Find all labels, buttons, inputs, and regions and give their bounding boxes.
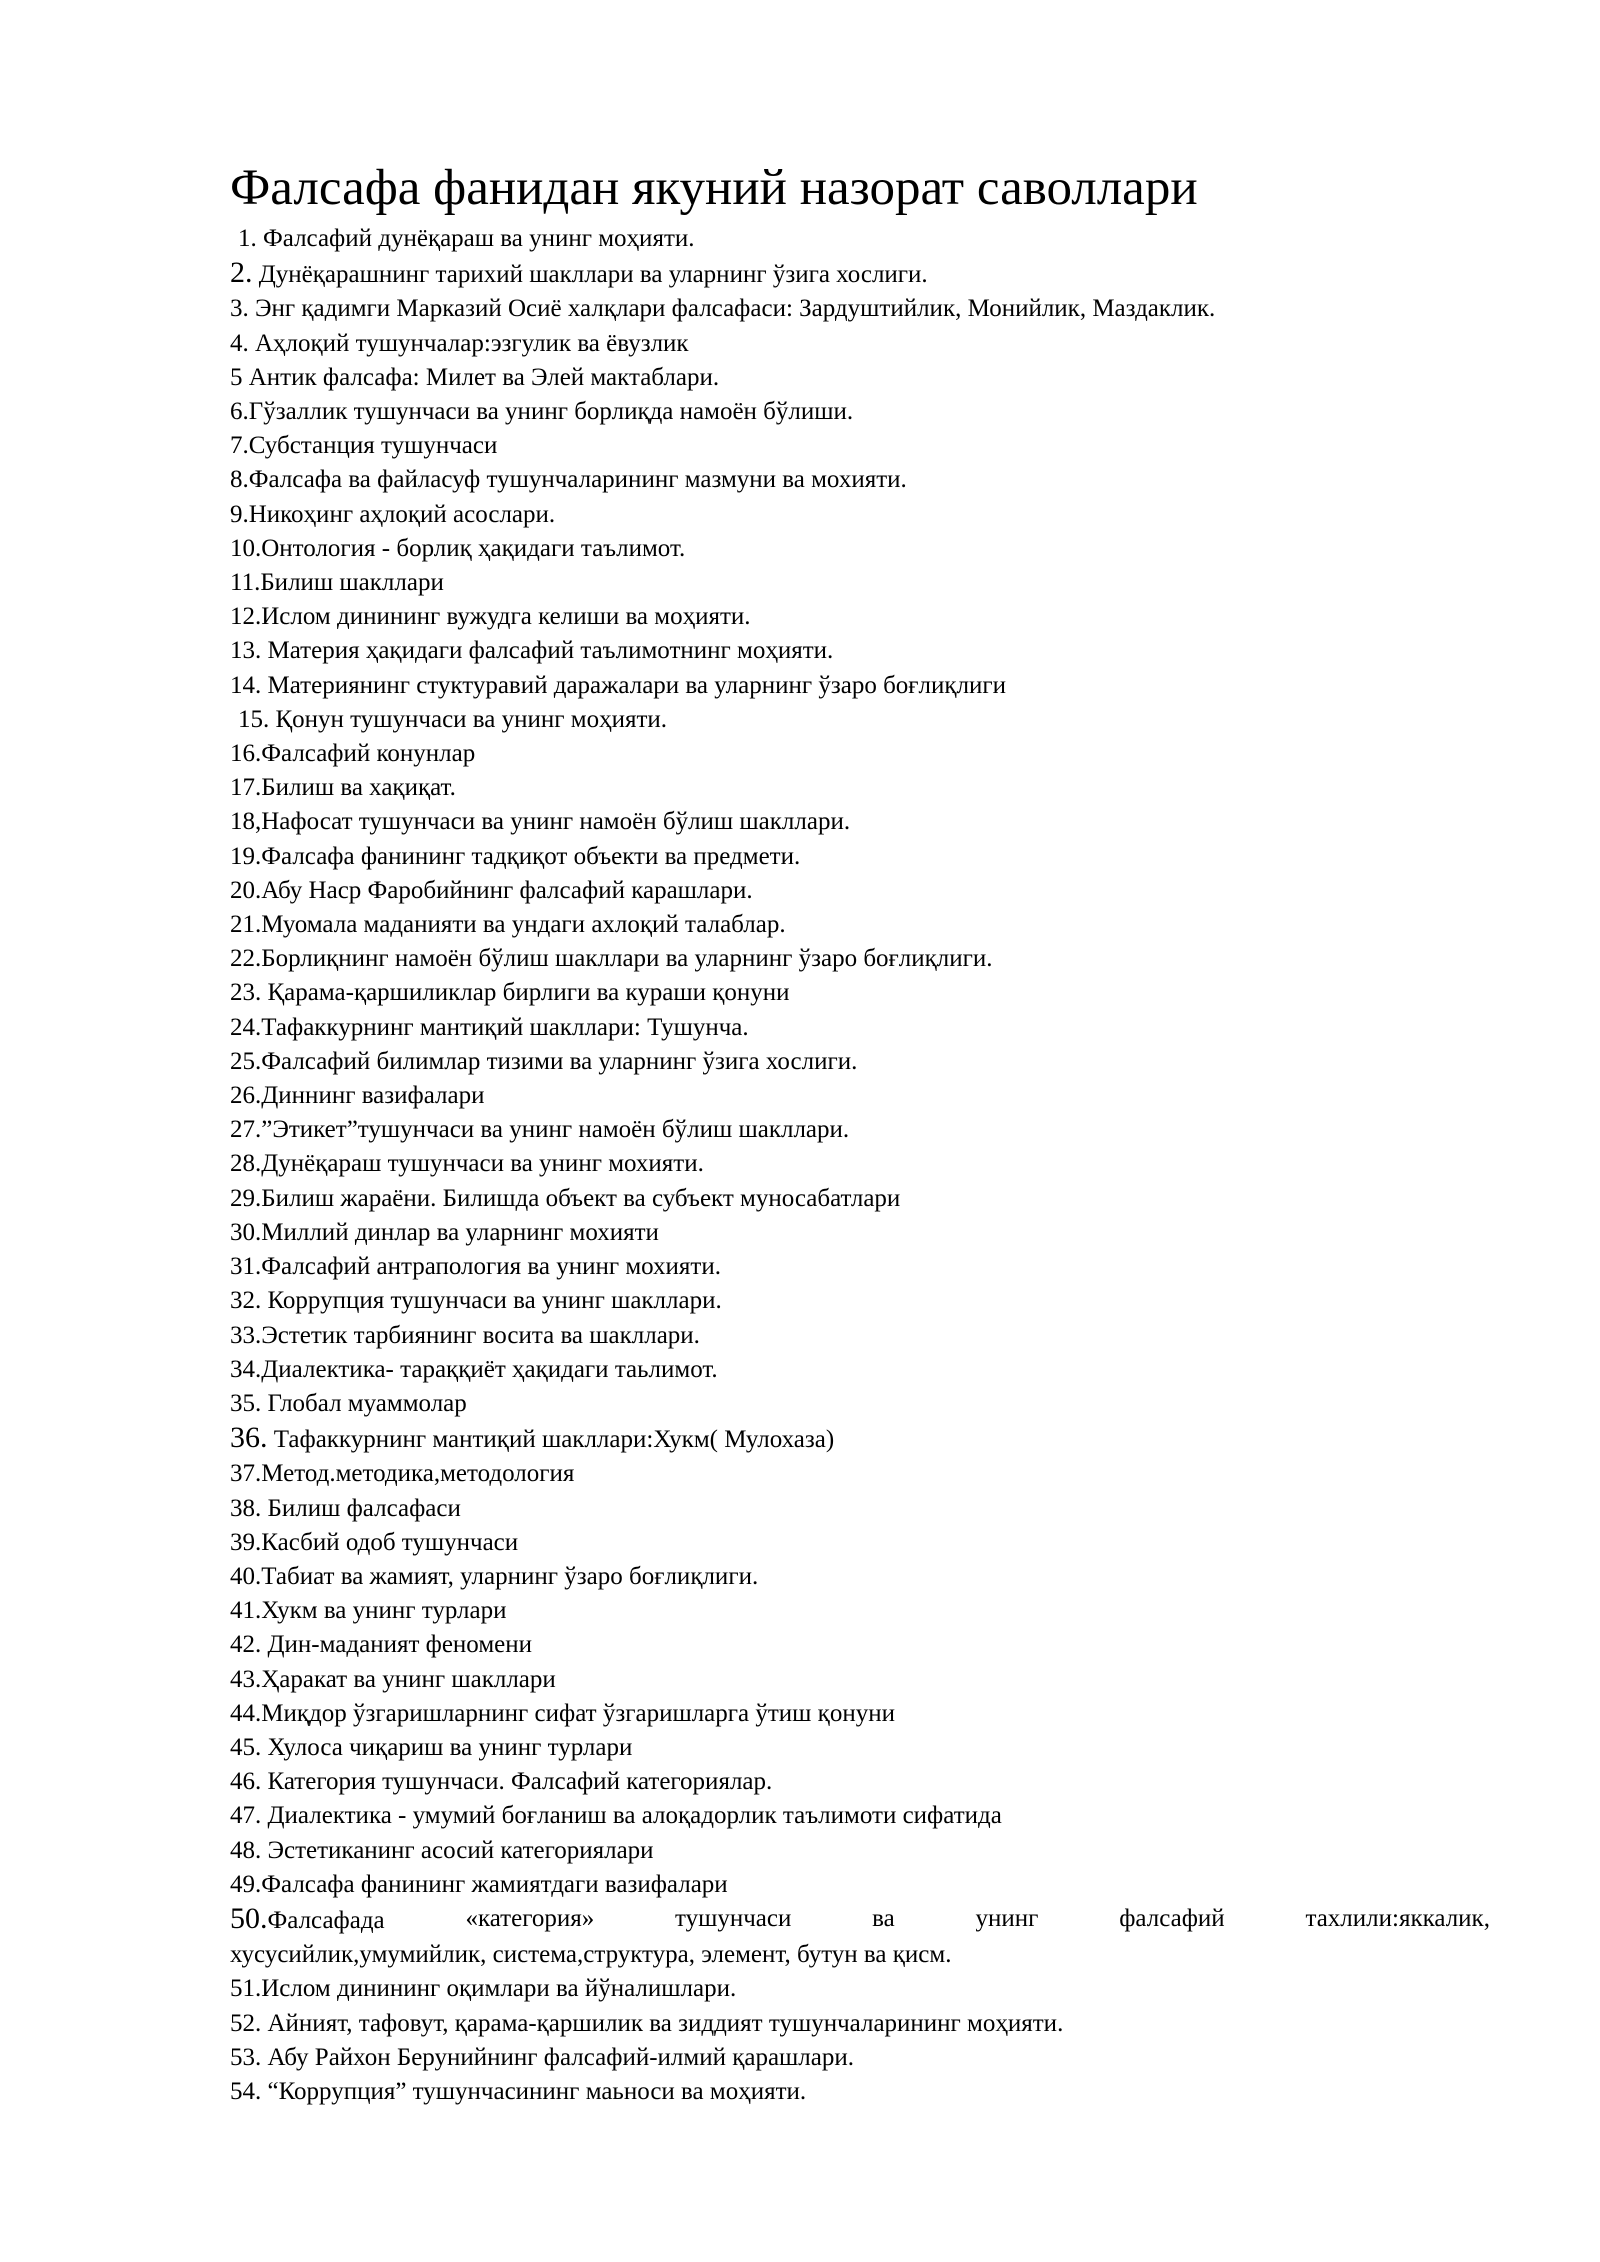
question-text: Категория тушунчаси. Фалсафий категориялар. (267, 1768, 773, 1796)
question-item (230, 1421, 1490, 1457)
question-text: Касбий одоб тушунчаси (261, 1528, 519, 1556)
question-text: Фалсафа ва файласуф тушунчаларининг мазмуни ва мохияти. (248, 466, 907, 494)
question-item (230, 1457, 1490, 1491)
question-text: Миллий динлар ва уларнинг мохияти (261, 1218, 659, 1246)
question-text: Абу Райхон Берунийнинг фалсафий-илмий қарашлари. (267, 2043, 854, 2071)
question-number: 21. (230, 911, 262, 939)
question-item (230, 1834, 1490, 1868)
question-item (230, 1799, 1490, 1833)
question-number: 13. (230, 637, 262, 665)
question-item (230, 395, 1490, 429)
question-text: Гўзаллик тушунчаси ва унинг борлиқда намоён бўлиши. (248, 398, 854, 426)
question-item (230, 1972, 1490, 2006)
question-item (230, 2075, 1490, 2109)
question-item (230, 634, 1490, 668)
question-number: 23. (230, 979, 262, 1007)
question-item (230, 1284, 1490, 1318)
question-text: Ҳаракат ва унинг шакллари (261, 1665, 556, 1693)
question-item (230, 2007, 1490, 2041)
question-item (230, 737, 1490, 771)
question-item (230, 222, 1490, 256)
question-number: 39. (230, 1528, 262, 1556)
question-number: 12. (230, 603, 262, 631)
question-number: 29. (230, 1184, 262, 1212)
question-text: Ислом динининг оқимлари ва йўналишлари. (261, 1975, 737, 2003)
question-text: Антик фалсафа: Милет ва Элей мактаблари. (248, 363, 720, 391)
question-50-word: тахлили:яккалик, (1305, 1904, 1490, 1932)
question-number: 40. (230, 1562, 262, 1590)
question-number: 38. (230, 1494, 262, 1522)
question-item (230, 874, 1490, 908)
question-text: Хулоса чиқариш ва унинг турлари (267, 1733, 633, 1761)
question-text: Муомала маданияти ва ундаги ахлоқий талаблар. (261, 911, 786, 939)
question-item (230, 566, 1490, 600)
question-50-word: унинг (975, 1904, 1039, 1932)
question-item (230, 908, 1490, 942)
question-number: 15. (238, 705, 270, 733)
question-text: Фалсафий дунёқараш ва унинг моҳияти. (263, 225, 695, 252)
question-item (230, 600, 1490, 634)
question-text: Тафаккурнинг мантиқий шакллари:Хукм( Мулохаза) (273, 1426, 835, 1454)
question-text: Материя ҳақидаги фалсафий таълимотнинг моҳияти. (267, 637, 834, 665)
question-text: Никоҳинг аҳлоқий асослари. (248, 500, 556, 528)
question-number: 24. (230, 1013, 262, 1041)
question-item (230, 1663, 1490, 1697)
question-50-line2: хусусийлик,умумийлик, система,структура, элемент, бутун ва қисм. (230, 1941, 952, 1969)
question-number: 33. (230, 1321, 262, 1349)
question-item (230, 1628, 1490, 1662)
question-number: 1. (238, 225, 257, 252)
question-text: Айният, тафовут, қарама-қаршилик ва зиддият тушунчаларининг моҳияти. (267, 2009, 1064, 2037)
question-text: Хукм ва унинг турлари (261, 1597, 507, 1625)
question-item (230, 703, 1490, 737)
question-50-word (230, 1902, 385, 1938)
question-text: Энг қадимги Марказий Осиё халқлари фалсафаси: Зардуштийлик, Монийлик, Маздаклик. (255, 295, 1216, 323)
question-item (230, 840, 1490, 874)
question-text: Эстетик тарбиянинг восита ва шакллари. (261, 1321, 700, 1349)
question-item (230, 532, 1490, 566)
question-item (230, 976, 1490, 1010)
question-item (230, 1353, 1490, 1387)
question-text: Ислом динининг вужудга келиши ва моҳияти. (261, 603, 751, 631)
question-text: Дунёқараш тушунчаси ва унинг мохияти. (261, 1150, 704, 1178)
question-text: Коррупция тушунчаси ва унинг шакллари. (267, 1287, 722, 1315)
question-number: 52. (230, 2009, 262, 2037)
question-item (230, 327, 1490, 361)
question-item (230, 1079, 1490, 1113)
question-text: Тафаккурнинг мантиқий шакллари: Тушунча. (261, 1013, 749, 1041)
question-number: 53. (230, 2043, 262, 2071)
question-item (230, 361, 1490, 395)
question-text: Дунёқарашнинг тарихий шакллари ва уларнинг ўзига хослиги. (258, 261, 928, 289)
document-page (230, 158, 1490, 2109)
question-list-end (230, 1972, 1490, 2109)
question-text: Дин-маданият феномени (267, 1631, 533, 1659)
question-text: ”Этикет”тушунчаси ва унинг намоён бўлиш шакллари. (261, 1116, 850, 1144)
question-text: Аҳлоқий тушунчалар:эзгулик ва ёвузлик (255, 329, 689, 357)
question-item (230, 1113, 1490, 1147)
question-number: 4. (230, 329, 249, 357)
question-text: Фалсафа фанининг тадқиқот объекти ва предмети. (261, 842, 801, 870)
question-item (230, 2041, 1490, 2075)
question-text: Миқдор ўзгаришларнинг сифат ўзгаришларга ўтиш қонуни (261, 1699, 895, 1727)
question-text: Фалсафий билимлар тизими ва уларнинг ўзига хослиги. (261, 1047, 858, 1075)
question-text: Абу Наср Фаробийнинг фалсафий карашлари. (261, 876, 753, 904)
question-number: 45. (230, 1733, 262, 1761)
question-text: Билиш ва хақиқат. (261, 774, 456, 802)
question-number: 10. (230, 534, 262, 562)
question-text: Фалсафий конунлар (261, 740, 476, 768)
question-item (230, 1731, 1490, 1765)
question-number: 51. (230, 1975, 262, 2003)
question-number: 28. (230, 1150, 262, 1178)
question-item (230, 463, 1490, 497)
question-number: 41. (230, 1597, 262, 1625)
question-50-word: фалсафий (1119, 1904, 1225, 1932)
question-number: 30. (230, 1218, 262, 1246)
question-number: 48. (230, 1836, 262, 1864)
question-number: 27. (230, 1116, 262, 1144)
question-number: 35. (230, 1389, 262, 1417)
question-number: 20. (230, 876, 262, 904)
question-item (230, 1011, 1490, 1045)
question-number: 17. (230, 774, 262, 802)
question-item (230, 1182, 1490, 1216)
question-item (230, 1765, 1490, 1799)
question-item (230, 1868, 1490, 1902)
question-item (230, 1387, 1490, 1421)
question-50-word: ва (872, 1904, 895, 1932)
question-text: Диннинг вазифалари (261, 1082, 485, 1110)
question-item (230, 429, 1490, 463)
question-list (230, 222, 1490, 1902)
question-number: 31. (230, 1253, 262, 1281)
question-number: 19. (230, 842, 262, 870)
question-text: Метод.методика,методология (261, 1460, 575, 1488)
question-item (230, 256, 1490, 292)
question-number: 18, (230, 808, 262, 836)
question-number: 8. (230, 466, 249, 494)
question-number: 44. (230, 1699, 262, 1727)
question-text: Диалектика- тараққиёт ҳақидаги таьлимот. (261, 1355, 718, 1383)
question-item (230, 498, 1490, 532)
question-item (230, 1492, 1490, 1526)
question-text: Нафосат тушунчаси ва унинг намоён бўлиш шакллари. (261, 808, 851, 836)
question-text: Фалсафий антрапология ва унинг мохияти. (261, 1253, 721, 1281)
question-50-line1 (230, 1902, 1490, 1938)
question-number: 50. (230, 1901, 268, 1935)
question-number: 46. (230, 1768, 262, 1796)
question-text: Билиш жараёни. Билишда объект ва субъект муносабатлари (261, 1184, 901, 1212)
question-item (230, 1045, 1490, 1079)
question-50-word: тушунчаси (675, 1904, 792, 1932)
question-item (230, 1594, 1490, 1628)
question-number: 16. (230, 740, 262, 768)
question-number: 36. (230, 1421, 268, 1455)
question-number: 34. (230, 1355, 262, 1383)
question-text: Эстетиканинг асосий категориялари (267, 1836, 654, 1864)
question-number: 3. (230, 295, 249, 323)
question-text: Субстанция тушунчаси (248, 432, 498, 460)
question-text: Билиш шакллари (260, 569, 444, 597)
question-number: 14. (230, 671, 262, 699)
question-text: Борлиқнинг намоён бўлиш шакллари ва уларнинг ўзаро боғлиқлиги. (261, 945, 993, 973)
question-text: Қарама-қаршиликлар бирлиги ва кураши қонуни (267, 979, 790, 1007)
question-text: Глобал муаммолар (267, 1389, 467, 1417)
question-item (230, 1697, 1490, 1731)
document-title: Фалсафа фанидан якуний назорат саволлари (230, 160, 1198, 216)
question-text: Табиат ва жамият, уларнинг ўзаро боғлиқлиги. (261, 1562, 759, 1590)
question-text: Диалектика - умумий боғланиш ва алоқадорлик таълимоти сифатида (267, 1802, 1002, 1830)
question-item-50 (230, 1902, 1490, 1972)
question-text: “Коррупция” тушунчасининг маьноси ва моҳияти. (267, 2077, 807, 2105)
question-text: Билиш фалсафаси (267, 1494, 461, 1522)
question-item (230, 1560, 1490, 1594)
question-text: Онтология - борлиқ ҳақидаги таълимот. (261, 534, 686, 562)
question-number: 25. (230, 1047, 262, 1075)
question-item (230, 1526, 1490, 1560)
question-number: 2. (230, 256, 253, 290)
question-number: 26. (230, 1082, 262, 1110)
question-text: Фалсафа фанининг жамиятдаги вазифалари (261, 1870, 728, 1898)
question-number: 47. (230, 1802, 262, 1830)
question-number: 37. (230, 1460, 262, 1488)
question-item (230, 1319, 1490, 1353)
question-item (230, 805, 1490, 839)
question-number: 7. (230, 432, 249, 460)
question-item (230, 771, 1490, 805)
question-number: 6. (230, 398, 249, 426)
question-50-word: «категория» (465, 1904, 595, 1932)
question-number: 22. (230, 945, 262, 973)
question-number: 49. (230, 1870, 262, 1898)
question-number: 54. (230, 2077, 262, 2105)
question-item (230, 292, 1490, 326)
question-number: 5 (230, 363, 243, 391)
question-number: 42. (230, 1631, 262, 1659)
question-text: Қонун тушунчаси ва унинг моҳияти. (275, 705, 668, 733)
question-item (230, 669, 1490, 703)
question-item (230, 942, 1490, 976)
question-50-first-word: Фалсафада (267, 1906, 385, 1934)
question-item (230, 1250, 1490, 1284)
question-text: Материянинг стуктуравий даражалари ва уларнинг ўзаро боғлиқлиги (267, 671, 1007, 699)
question-item (230, 1216, 1490, 1250)
question-number: 32. (230, 1287, 262, 1315)
question-number: 43. (230, 1665, 262, 1693)
question-number: 9. (230, 500, 249, 528)
question-number: 11. (230, 569, 261, 597)
question-item (230, 1147, 1490, 1181)
